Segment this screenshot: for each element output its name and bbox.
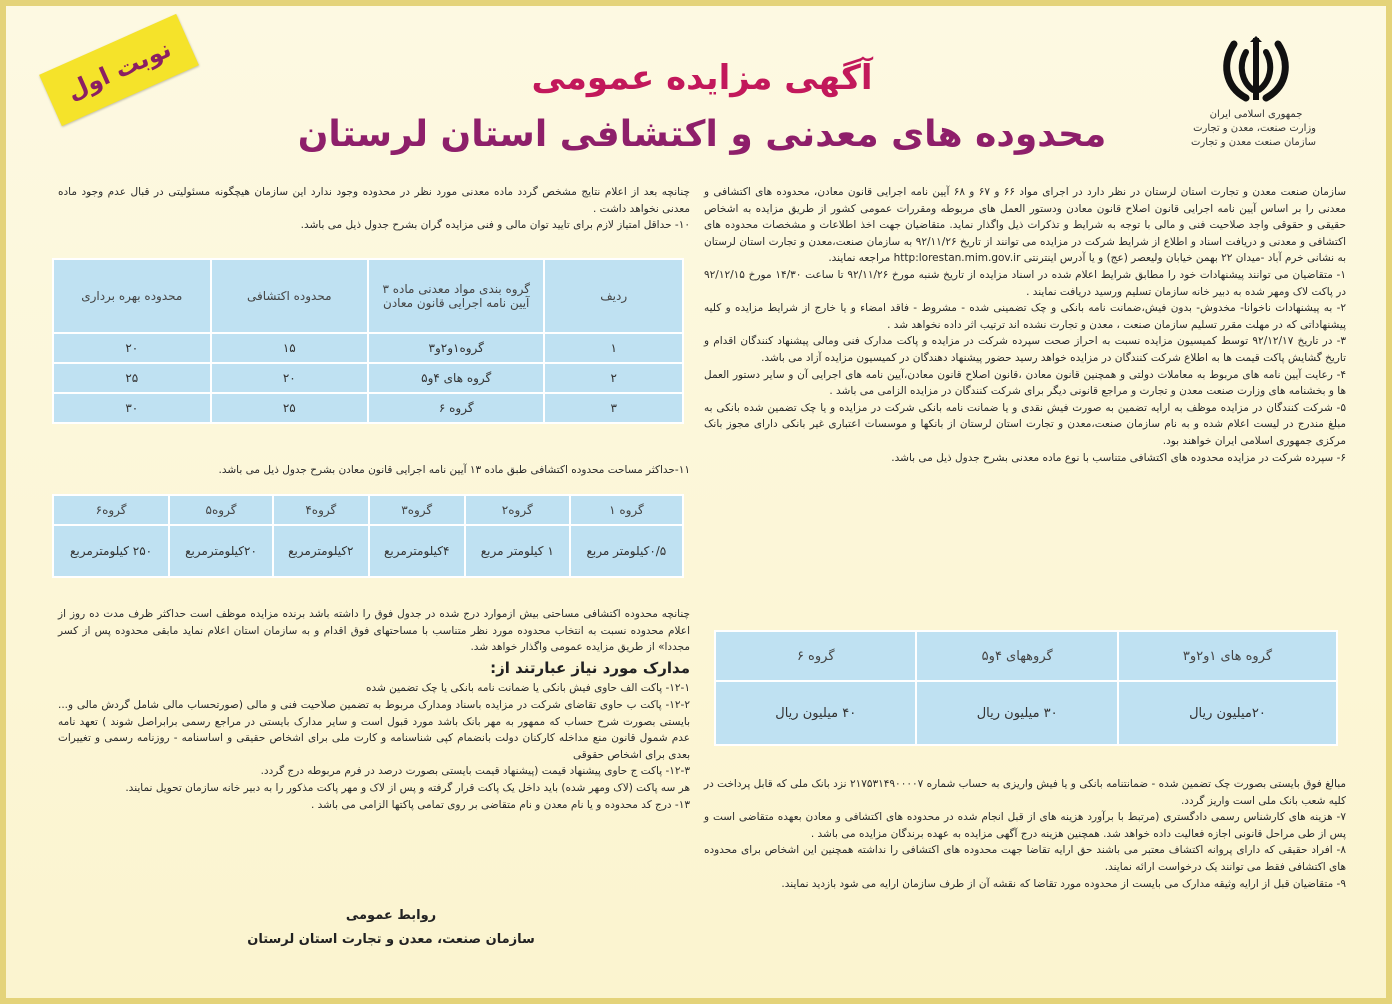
deposit-value: ۲۰میلیون ریال — [1118, 681, 1337, 745]
area-value: ۲۰کیلومترمربع — [169, 525, 273, 577]
signature-block — [246, 904, 536, 952]
score-cell: ۳۰ — [53, 393, 211, 423]
ad-title: آگهی مزایده عمومی — [531, 58, 873, 98]
deposit-header: گروه ۶ — [715, 631, 916, 681]
right-item-4: ۴- رعایت آیین نامه های مربوط به معاملات دولتی و همچنین قانون معادن ،قانون اصلاح قانون معادن،آیین نامه های اجرایی آن و سایر دستور العمل ها و بخشنامه های وزارت صنعت معدن و تجارت و مراجع قانونی دیگر برای شرکت کنندگان در مزایده الزامی می باشد . — [704, 368, 1346, 398]
signature-line-1: روابط عمومی — [345, 908, 437, 923]
score-header: گروه بندی مواد معدنی ماده ۳ آیین نامه اجرایی قانون معادن — [368, 259, 544, 333]
score-table — [52, 258, 684, 424]
left-paragraph-mid: چنانچه محدوده اکتشافی مساحتی بیش ازموارد درج شده در جدول فوق را داشته باشد برنده مزایده موظف است حداکثر ظرف مدت ده روز از اعلام محدوده نسبت به انتخاب محدوده مورد نظر متناسب با مساحتهای فوق اقدام و به سازمان استان اعلام نماید مابقی محدوده پس از کسر مجددا» از طریق مزایده عمومی واگذار خواهد شد. — [58, 608, 690, 654]
left-paragraph-top: چنانچه بعد از اعلام نتایج مشخص گردد ماده معدنی مورد نظر در محدوده وجود ندارد این سازمان هیچگونه مسئولیتی در قبال عدم وجود ماده معدنی نخواهد داشت . — [58, 186, 690, 215]
score-header: محدوده بهره برداری — [53, 259, 211, 333]
area-header: گروه۴ — [273, 495, 369, 525]
score-cell: ۱ — [544, 333, 683, 363]
right-item-8: ۸- افراد حقیقی که دارای پروانه اکتشاف معتبر می باشند حق ارایه تقاضا جهت محدوده های اکتشافی را نداشته همچنین این اشخاص برای محدوده های اکتشافی فقط می توانند یک درخواست ارائه نمایند. — [704, 844, 1346, 873]
right-item-3: ۳- در تاریخ ۹۲/۱۲/۱۷ توسط کمیسیون مزایده نسبت به احراز صحت سپرده شرکت در مزایده و پاکت مدارک فنی ومالی پیشنهاد کنندگان اقدام و تاریخ گشایش پاکت قیمت ها به اطلاع شرکت کنندگان در مزایده خواهد رسید حضور پیشنهاد دهندگان در کمیسیون مزایده آزاد می باشد. — [704, 335, 1346, 364]
area-header: گروه۳ — [369, 495, 465, 525]
emblem-line-3: سازمان صنعت معدن و تجارت — [1191, 137, 1316, 148]
right-item-5: ۵- شرکت کنندگان در مزایده موظف به ارایه تضمین به صورت فیش نقدی و یا ضمانت نامه بانکی شرکت در مزایده و یا چک تضمین شده بانکی به مبلغ مندرج در لیست اعلام شده و به نام سازمان صنعت،معدن و تجارت استان لرستان از بانکها و موسسات اعتباری غیر بانکی دارای مجوز بانک مرکزی جمهوری اسلامی ایران خواهند بود. — [704, 401, 1346, 447]
area-value: ۱ کیلومتر مربع — [465, 525, 570, 577]
score-header: ردیف — [544, 259, 683, 333]
deposit-header: گروه های ۱و۲و۳ — [1118, 631, 1337, 681]
left-item-11-block — [58, 462, 690, 479]
emblem-line-1: جمهوری اسلامی ایران — [1209, 109, 1303, 120]
score-cell: ۲۵ — [53, 363, 211, 393]
score-cell: ۲۵ — [211, 393, 369, 423]
table-row — [53, 393, 683, 423]
left-column-bottom — [58, 606, 690, 813]
doc-item: ۱۳- درج کد محدوده و یا نام معدن و نام متقاضی بر روی تمامی پاکتها الزامی می باشد . — [310, 798, 690, 811]
area-value: ۰/۵کیلومتر مربع — [570, 525, 683, 577]
score-cell: ۲۰ — [53, 333, 211, 363]
area-value: ۲۵۰ کیلومترمربع — [53, 525, 169, 577]
doc-item: ۱۲-۳- پاکت ج حاوی پیشنهاد قیمت (پیشنهاد قیمت بایستی بصورت درصد در فرم مربوطه درج گردد. — [260, 765, 690, 778]
right-item-6: ۶- سپرده شرکت در مزایده محدوده های اکتشافی متناسب با نوع ماده معدنی بشرح جدول ذیل می باشد. — [891, 451, 1346, 464]
area-value: ۴کیلومترمربع — [369, 525, 465, 577]
deposit-header: گروههای ۴و۵ — [916, 631, 1117, 681]
deposit-value: ۳۰ میلیون ریال — [916, 681, 1117, 745]
doc-item: هر سه پاکت (لاک ومهر شده) باید داخل یک پاکت قرار گرفته و پس از لاک و مهر پاکت مذکور را به دبیر خانه سازمان تحویل نمایند. — [125, 781, 690, 794]
doc-item: ۱۲-۲- پاکت ب حاوی تقاضای شرکت در مزایده باسناد ومدارک مربوط به تضمین صلاحیت فنی و مالی (صورتحساب مالی شامل گردش مالی و... بایستی بصورت شرح حساب که ممهور به مهر بانک باشد مورد قبول است و سایر مدارک بایستی در مراجع رسمی برابراصل شوند ) تعهد نامه عدم شمول قانون منع مداخله کارکنان دولت بانضمام کپی شناسنامه و کارت ملی برای اشخاص حقیقی و اساسنامه - روزنامه رسمی و تغییرات بعدی برای اشخاص حقوقی — [58, 698, 690, 761]
score-cell: ۲۰ — [211, 363, 369, 393]
area-table — [52, 494, 684, 578]
score-cell: ۱۵ — [211, 333, 369, 363]
score-cell: ۲ — [544, 363, 683, 393]
area-header: گروه ۱ — [570, 495, 683, 525]
left-item-10: ۱۰- حداقل امتیاز لازم برای تایید توان مالی و فنی مزایده گران بشرح جدول ذیل می باشد. — [300, 219, 690, 232]
first-notice-banner: نوبت اول — [39, 14, 199, 126]
table-row — [53, 333, 683, 363]
left-item-11: ۱۱-حداکثر مساحت محدوده اکتشافی طبق ماده ۱۳ آیین نامه اجرایی قانون معادن بشرح جدول ذیل می باشد. — [218, 464, 690, 476]
area-header: گروه۶ — [53, 495, 169, 525]
right-item-1: ۱- متقاضیان می توانند پیشنهادات خود را مطابق شرایط اعلام شده در اسناد مزایده از تاریخ شنبه مورخ ۹۲/۱۱/۲۶ تا ساعت ۱۴/۳۰ مورخ ۹۲/۱۲/۱۵ در پاکت لاک ومهر شده به دبیر خانه سازمان تسلیم ورسید دریافت نمایند . — [704, 268, 1346, 298]
table-row — [53, 363, 683, 393]
right-column-top — [704, 184, 1346, 466]
doc-item: ۱۲-۱- پاکت الف حاوی فیش بانکی یا ضمانت نامه بانکی یا چک تضمین شده — [365, 682, 690, 695]
score-cell: ۳ — [544, 393, 683, 423]
area-value: ۲کیلومترمربع — [273, 525, 369, 577]
score-cell: گروه ۶ — [368, 393, 544, 423]
right-item-9: ۹- متقاضیان قبل از ارایه وثیقه مدارک می بایست از محدوده مورد تقاضا که نقشه آن از طرف سازمان ارایه می شود بازدید نمایند. — [781, 877, 1346, 890]
area-header: گروه۲ — [465, 495, 570, 525]
right-item-7: ۷- هزینه های کارشناس رسمی دادگستری (مرتبط با برآورد هزینه های از قبل انجام شده در محدوده های اکتشافی و معادن بعهده متقاضی است و پس از طی مراحل قانونی اجازه فعالیت داده خواهد شد. همچنین هزینه درج آگهی مزایده به عهده برندگان مزایده می باشد . — [704, 811, 1346, 840]
left-column-top — [58, 184, 690, 234]
signature-line-2: سازمان صنعت، معدن و تجارت استان لرستان — [247, 932, 535, 947]
right-item-2: ۲- به پیشنهادات ناخوانا- مخدوش- بدون فیش،ضمانت نامه بانکی و چک تضمینی شده - مشروط - فاقد امضاء و یا خارج از شرایط مزایده و کلیه پیشنهاداتی که در مهلت مقرر تسلیم سازمان صنعت ، معدن و تجارت نشده اند ترتیب اثر داده نخواهد شد . — [704, 302, 1346, 331]
docs-heading: مدارک مورد نیاز عبارتند از: — [490, 658, 690, 677]
area-header: گروه۵ — [169, 495, 273, 525]
right-column-bottom — [704, 776, 1346, 892]
score-cell: گروه های ۴و۵ — [368, 363, 544, 393]
emblem-line-2: وزارت صنعت، معدن و تجارت — [1193, 123, 1316, 134]
intro-paragraph: سازمان صنعت معدن و تجارت استان لرستان در نظر دارد در اجرای مواد ۶۶ و ۶۷ و ۶۸ آیین نامه اجرایی قانون معادن، محدوده های اکتشافی و معدنی را بر اساس آیین نامه اجرایی قانون اصلاح قانون معادن ودستور العمل های مربوطه ومقررات عمومی کشور از طریق مزایده به اشخاص حقیقی و حقوقی واجد صلاحیت فنی و مالی با توجه به شرایط و تذکرات ذیل واگذار نماید. متقاضیان جهت اخذ اطلاعات و مشخصات محدوده های اکتشافی و معدنی و دریافت اسناد و اطلاع از شرایط شرکت در مزایده می توانند از تاریخ ۹۲/۱۱/۲۶ به سازمان صنعت،معدن و تجارت استان لرستان به نشانی خرم آباد -میدان ۲۲ بهمن خیابان ولیعصر (عج) و یا آدرس اینترنتی http:lorestan.mim.gov.ir مراجعه نمایند. — [704, 186, 1347, 265]
deposit-value: ۴۰ میلیون ریال — [715, 681, 916, 745]
ad-subtitle: محدوده های معدنی و اکتشافی استان لرستان — [297, 114, 1107, 155]
right-item-payment: مبالغ فوق بایستی بصورت چک تضمین شده - ضمانتنامه بانکی و یا فیش واریزی به حساب شماره ۲۱۷۵۳۱۴۹۰۰۰۰۷ نزد بانک ملی که قابل پرداخت در کلیه شعب بانک ملی است واریز گردد. — [704, 778, 1346, 807]
score-header: محدوده اکتشافی — [211, 259, 369, 333]
score-cell: گروه۱و۲و۳ — [368, 333, 544, 363]
deposit-table — [714, 630, 1338, 746]
